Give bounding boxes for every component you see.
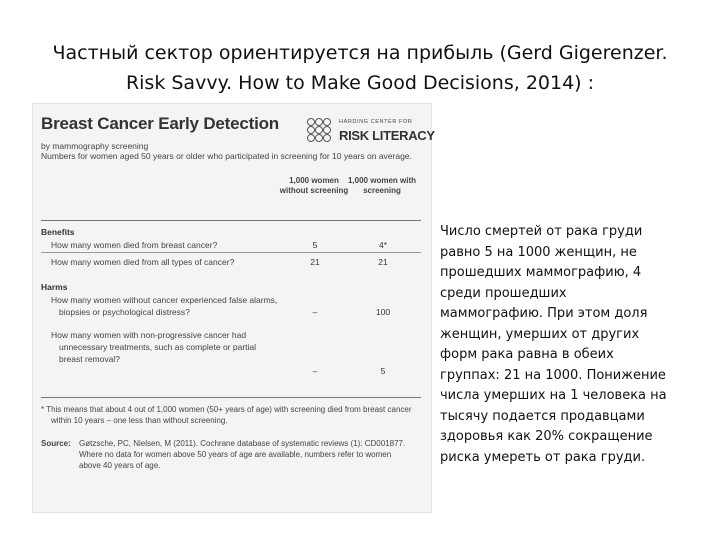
slide-title-line-1: Частный сектор ориентируется на прибыль (Gerd Gigerenzer. <box>52 42 668 64</box>
row-question-cont: unnecessary treatments, such as complete or partial <box>59 342 257 352</box>
section-benefits: Benefits <box>41 227 75 237</box>
slide-title-line-2: Risk Savvy. How to Make Good Decisions, 2014) : <box>125 72 595 94</box>
footer-divider <box>41 397 421 398</box>
row-value-with: 21 <box>378 257 388 267</box>
explanation-text <box>440 222 712 468</box>
source-label: Source: <box>41 439 71 448</box>
row-question: How many women died from all types of cancer? <box>51 257 235 267</box>
row-value-without: 5 <box>312 240 318 250</box>
row-value-without: – <box>312 307 318 317</box>
row-question: How many women without cancer experienced false alarms, <box>51 295 278 305</box>
explanation-line: числа умерших на 1 человека на <box>440 388 667 403</box>
row-question-cont: biopsies or psychological distress? <box>59 307 190 317</box>
explanation-line: группах: 21 на 1000. Понижение <box>440 367 666 383</box>
row-divider <box>41 252 421 253</box>
fact-box-image <box>32 103 435 513</box>
explanation-line: форм рака равна в обеих <box>440 347 614 362</box>
logo-caption: HARDING CENTER FOR <box>339 119 413 125</box>
row-value-without: – <box>312 366 318 376</box>
footnote-cont: within 10 years – one less than without screening. <box>51 416 228 425</box>
header-divider <box>41 220 421 221</box>
explanation-line: риска умереть от рака груди. <box>440 449 646 465</box>
explanation-line: здоровья как 20% сокращение <box>440 429 653 444</box>
column-header-with-screening: 1,000 women with screening <box>347 176 417 195</box>
explanation-line: Число смертей от рака груди <box>440 224 643 239</box>
row-value-with: 5 <box>380 366 386 376</box>
row-value-with: 100 <box>375 307 391 317</box>
row-question: How many women with non-progressive cancer had <box>51 330 247 340</box>
explanation-line: среди прошедших <box>440 285 567 301</box>
fact-box-subtitle: by mammography screening <box>41 141 149 151</box>
logo-wordmark: RISK LITERACY <box>339 128 435 143</box>
explanation-line: прошедших маммографию, 4 <box>440 265 642 280</box>
explanation-line: маммографию. При этом доля <box>440 306 648 321</box>
explanation-line: тысячу подается продавцами <box>440 408 645 424</box>
source-note: Where no data for women above 50 years of age are available, numbers refer to women <box>79 450 392 459</box>
fact-box-description: Numbers for women aged 50 years or older who participated in screening for 10 years on average. <box>41 151 412 161</box>
explanation-line: равно 5 на 1000 женщин, не <box>440 244 637 260</box>
explanation-line: женщин, умерших от других <box>440 326 640 342</box>
row-value-with: 4* <box>378 240 388 250</box>
slide-title <box>20 38 700 98</box>
column-header-without-screening: 1,000 women without screening <box>279 176 349 195</box>
harding-logo-icon <box>307 118 337 146</box>
row-question-cont: breast removal? <box>59 354 120 364</box>
source-note-cont: above 40 years of age. <box>79 461 161 470</box>
row-question: How many women died from breast cancer? <box>51 240 218 250</box>
source-citation: Gøtzsche, PC, Nielsen, M (2011). Cochrane database of systematic reviews (1): CD001877. <box>79 439 406 448</box>
fact-box-heading: Breast Cancer Early Detection <box>41 114 279 133</box>
section-harms: Harms <box>41 282 68 292</box>
row-value-without: 21 <box>310 257 320 267</box>
footnote: * This means that about 4 out of 1,000 women (50+ years of age) with screening died from breast cancer <box>41 405 412 414</box>
